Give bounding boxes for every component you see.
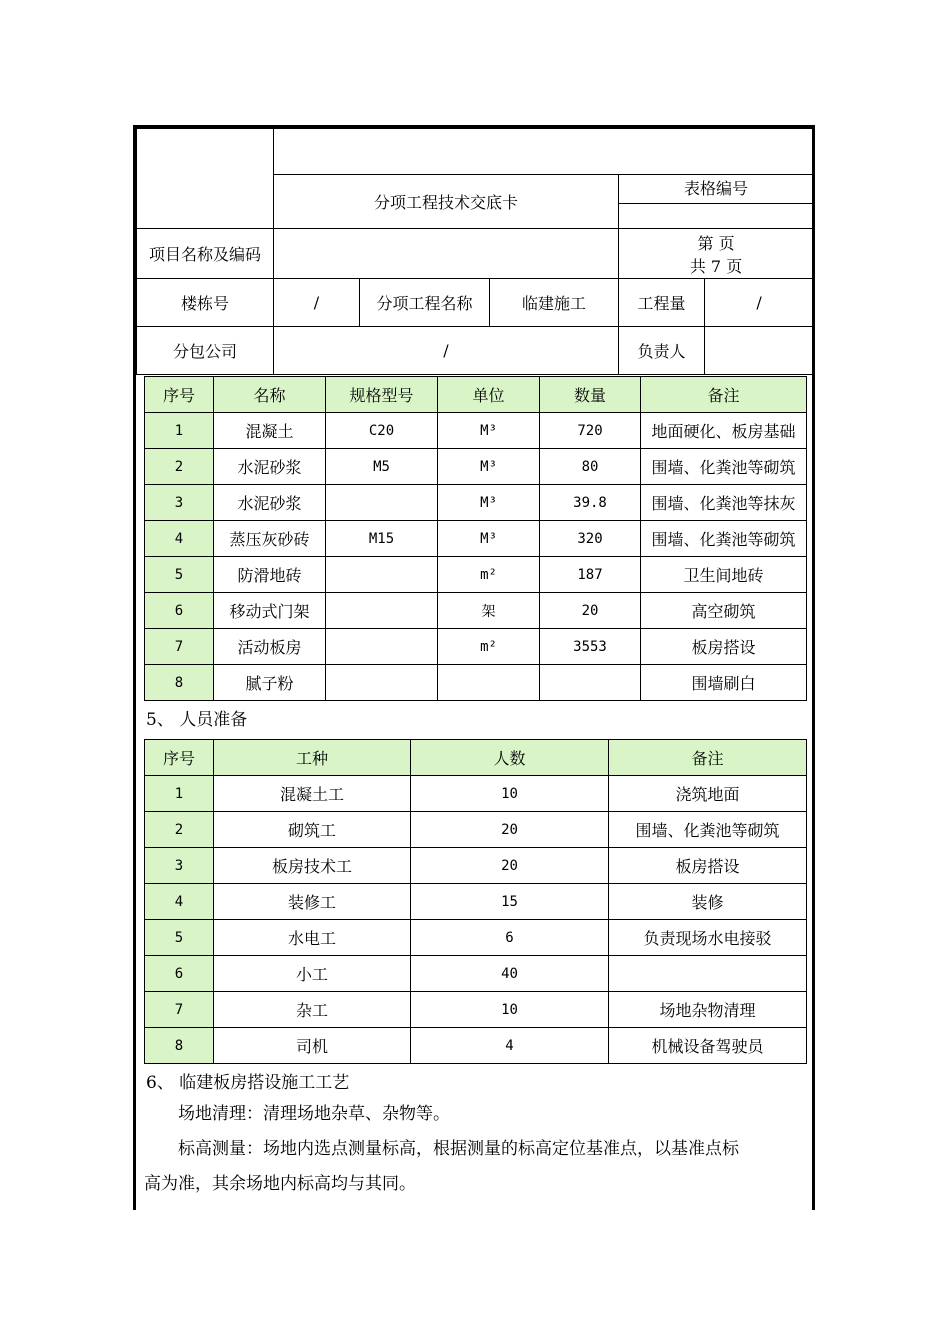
- materials-cell: 4: [145, 521, 214, 557]
- staff-body: [145, 740, 807, 1064]
- materials-cell: m²: [438, 557, 540, 593]
- staff-cell: 围墙、化粪池等砌筑: [609, 812, 807, 848]
- materials-cell: 3: [145, 485, 214, 521]
- materials-row: [145, 557, 807, 593]
- quantity-value: /: [705, 279, 814, 327]
- staff-col-header: 序号: [145, 740, 214, 776]
- staff-cell: 4: [411, 1028, 609, 1064]
- materials-row: [145, 665, 807, 701]
- staff-row: [145, 1028, 807, 1064]
- subcontractor-label: 分包公司: [137, 327, 274, 375]
- staff-cell: 4: [145, 884, 214, 920]
- staff-cell: [609, 956, 807, 992]
- materials-cell: [438, 665, 540, 701]
- responsible-value: [705, 327, 814, 375]
- paragraph-site-clearing: 场地清理：清理场地杂草、杂物等。: [178, 1104, 450, 1124]
- materials-cell: 腻子粉: [214, 665, 326, 701]
- staff-cell: 10: [411, 992, 609, 1028]
- materials-cell: 8: [145, 665, 214, 701]
- materials-row: [145, 485, 807, 521]
- form-title: 分项工程技术交底卡: [274, 175, 619, 229]
- materials-cell: 39.8: [540, 485, 641, 521]
- staff-cell: 小工: [214, 956, 411, 992]
- staff-col-header: 工种: [214, 740, 411, 776]
- staff-cell: 5: [145, 920, 214, 956]
- materials-cell: 卫生间地砖: [641, 557, 807, 593]
- staff-cell: 20: [411, 848, 609, 884]
- materials-body: [145, 377, 807, 701]
- form-no-value: [619, 204, 813, 228]
- materials-cell: M³: [438, 485, 540, 521]
- materials-cell: 水泥砂浆: [214, 449, 326, 485]
- materials-col-header: 数量: [540, 377, 641, 413]
- materials-cell: [326, 665, 438, 701]
- header-table: [136, 128, 814, 375]
- materials-cell: 6: [145, 593, 214, 629]
- materials-cell: 围墙、化粪池等砌筑: [641, 449, 807, 485]
- staff-row: [145, 956, 807, 992]
- materials-cell: 5: [145, 557, 214, 593]
- page-cell: [619, 229, 814, 279]
- staff-row: [145, 884, 807, 920]
- quantity-label: 工程量: [619, 279, 705, 327]
- materials-cell: 20: [540, 593, 641, 629]
- materials-cell: 320: [540, 521, 641, 557]
- building-label: 楼栋号: [137, 279, 274, 327]
- paragraph-elevation-line1: 标高测量：场地内选点测量标高，根据测量的标高定位基准点，以基准点标: [178, 1139, 739, 1159]
- staff-row: [145, 812, 807, 848]
- subitem-value: 临建施工: [490, 279, 619, 327]
- building-value: /: [274, 279, 360, 327]
- materials-cell: 80: [540, 449, 641, 485]
- materials-cell: [326, 485, 438, 521]
- materials-cell: [326, 629, 438, 665]
- staff-row: [145, 776, 807, 812]
- materials-cell: 活动板房: [214, 629, 326, 665]
- materials-cell: 水泥砂浆: [214, 485, 326, 521]
- staff-cell: 水电工: [214, 920, 411, 956]
- materials-cell: [540, 665, 641, 701]
- staff-cell: 2: [145, 812, 214, 848]
- staff-cell: 40: [411, 956, 609, 992]
- staff-cell: 8: [145, 1028, 214, 1064]
- staff-cell: 20: [411, 812, 609, 848]
- section5-title: 5、 人员准备: [146, 710, 248, 730]
- staff-cell: 板房技术工: [214, 848, 411, 884]
- materials-cell: 防滑地砖: [214, 557, 326, 593]
- staff-cell: 混凝土工: [214, 776, 411, 812]
- materials-cell: 1: [145, 413, 214, 449]
- materials-row: [145, 449, 807, 485]
- staff-cell: 7: [145, 992, 214, 1028]
- materials-col-header: 单位: [438, 377, 540, 413]
- logo-cell: [137, 129, 274, 229]
- staff-cell: 砌筑工: [214, 812, 411, 848]
- materials-cell: 混凝土: [214, 413, 326, 449]
- materials-col-header: 名称: [214, 377, 326, 413]
- materials-cell: M15: [326, 521, 438, 557]
- materials-cell: 3553: [540, 629, 641, 665]
- materials-cell: C20: [326, 413, 438, 449]
- form-no-cell: [619, 175, 814, 229]
- materials-cell: 蒸压灰砂砖: [214, 521, 326, 557]
- materials-cell: 7: [145, 629, 214, 665]
- subitem-label: 分项工程名称: [360, 279, 490, 327]
- materials-cell: 围墙刷白: [641, 665, 807, 701]
- materials-cell: M³: [438, 521, 540, 557]
- materials-cell: [326, 557, 438, 593]
- materials-cell: M5: [326, 449, 438, 485]
- staff-cell: 司机: [214, 1028, 411, 1064]
- materials-cell: 移动式门架: [214, 593, 326, 629]
- staff-cell: 6: [145, 956, 214, 992]
- materials-col-header: 序号: [145, 377, 214, 413]
- staff-cell: 场地杂物清理: [609, 992, 807, 1028]
- materials-row: [145, 629, 807, 665]
- staff-cell: 浇筑地面: [609, 776, 807, 812]
- materials-cell: 围墙、化粪池等抹灰: [641, 485, 807, 521]
- blank-header-cell: [274, 129, 814, 175]
- materials-cell: M³: [438, 413, 540, 449]
- staff-cell: 杂工: [214, 992, 411, 1028]
- materials-row: [145, 593, 807, 629]
- staff-table: [144, 739, 807, 1064]
- section6-title: 6、 临建板房搭设施工工艺: [146, 1073, 350, 1093]
- materials-cell: 2: [145, 449, 214, 485]
- page-label: 第 页: [697, 233, 735, 253]
- materials-cell: 187: [540, 557, 641, 593]
- total-pages: 共 7 页: [689, 256, 743, 276]
- responsible-label: 负责人: [619, 327, 705, 375]
- materials-cell: [326, 593, 438, 629]
- form-no-label: 表格编号: [619, 175, 813, 204]
- materials-cell: 高空砌筑: [641, 593, 807, 629]
- staff-cell: 3: [145, 848, 214, 884]
- materials-cell: 架: [438, 593, 540, 629]
- materials-cell: M³: [438, 449, 540, 485]
- materials-cell: 720: [540, 413, 641, 449]
- project-label: 项目名称及编码: [137, 229, 274, 279]
- staff-col-header: 人数: [411, 740, 609, 776]
- staff-row: [145, 920, 807, 956]
- staff-row: [145, 848, 807, 884]
- staff-cell: 装修工: [214, 884, 411, 920]
- materials-table: [144, 376, 807, 701]
- staff-cell: 板房搭设: [609, 848, 807, 884]
- materials-cell: 围墙、化粪池等砌筑: [641, 521, 807, 557]
- materials-cell: 板房搭设: [641, 629, 807, 665]
- materials-col-header: 规格型号: [326, 377, 438, 413]
- staff-cell: 1: [145, 776, 214, 812]
- materials-header-row: [145, 377, 807, 413]
- staff-cell: 6: [411, 920, 609, 956]
- staff-col-header: 备注: [609, 740, 807, 776]
- staff-header-row: [145, 740, 807, 776]
- staff-cell: 机械设备驾驶员: [609, 1028, 807, 1064]
- materials-col-header: 备注: [641, 377, 807, 413]
- staff-cell: 负责现场水电接驳: [609, 920, 807, 956]
- project-value: [274, 229, 619, 279]
- subcontractor-value: /: [274, 327, 619, 375]
- staff-cell: 10: [411, 776, 609, 812]
- materials-cell: 地面硬化、板房基础: [641, 413, 807, 449]
- staff-row: [145, 992, 807, 1028]
- paragraph-elevation-line2: 高为准，其余场地内标高均与其同。: [144, 1174, 416, 1194]
- materials-row: [145, 413, 807, 449]
- staff-cell: 15: [411, 884, 609, 920]
- materials-cell: m²: [438, 629, 540, 665]
- materials-row: [145, 521, 807, 557]
- staff-cell: 装修: [609, 884, 807, 920]
